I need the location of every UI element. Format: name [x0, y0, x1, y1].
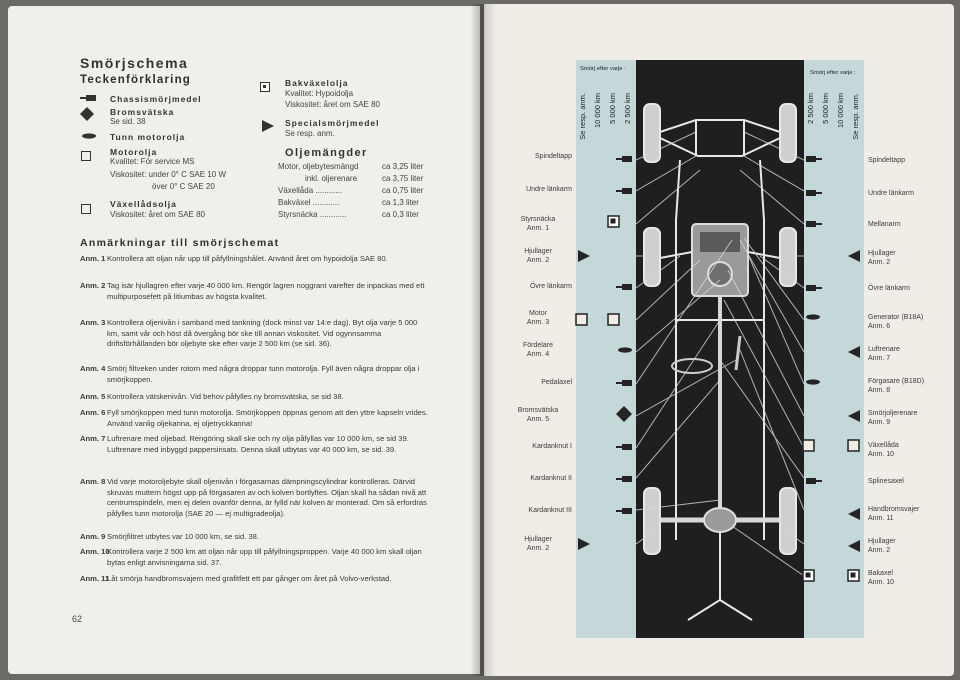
note-key: Anm. 10 [80, 547, 110, 556]
motor-oil-icon [81, 151, 91, 161]
note-text: Vid varje motoroljebyte skall oljenivån i förgasarnas dämpningscylindrar kontrolleras. Därvid skruvas muttern högst upp på förgasaren av och kolven bortlyftes. Oljan skall ha sådan nivå att centrumspindeln, men ej delen ovanför denna, är fylld när kolven är monterad. Om så erfordras påfylles tunn motorolja (SAE 20 — ej multigradeolja). [107, 477, 427, 518]
band-header-right: Smörj efter varje : [810, 70, 856, 76]
note-text: Kontrollera oljenivån i samband med tankning (dock minst var 14:e dag). Byt olja varje 5 000 km, samt vår och höst då övergång bör ske till annan viskositet. Vid ogynnsamma driftsförhållanden bör oljebyte ske efter varje 2 500 km (se sid. 36). [107, 318, 418, 349]
gear-oil-icon [81, 204, 91, 214]
gear-oil-marker [803, 440, 814, 451]
component-label: Kardanknut III [528, 507, 572, 514]
oil-row-label: inkl. oljerenare [305, 174, 358, 183]
note-item [80, 547, 430, 568]
component-label: Hjullager Anm. 2 [868, 538, 896, 554]
oil-row-value: ca 0,75 liter [382, 186, 424, 195]
interval-col-label: 5 000 km [608, 93, 617, 124]
component-label: Splinesaxel [868, 478, 904, 485]
legend-gear-l1: Viskositet: året om SAE 80 [110, 210, 206, 219]
component-label: Kardanknut II [530, 475, 572, 482]
legend-title: Teckenförklaring [80, 74, 192, 86]
special-grease-icon [262, 120, 274, 132]
component-label: Hjullager Anm. 2 [524, 536, 552, 552]
note-item [80, 392, 430, 403]
component-label: Kardanknut I [532, 443, 572, 450]
note-item [80, 574, 430, 585]
interval-col-label: 5 000 km [821, 93, 830, 124]
chassis-marker-tip [816, 287, 822, 289]
note-key: Anm. 9 [80, 532, 106, 541]
special-marker [578, 250, 590, 262]
legend-gear-oil: Växellådsolja [110, 199, 177, 209]
note-text: Tag isär hjullagren efter varje 40 000 km. Rengör lagren noggrant varefter de inpackas med ett multipurposefett på litiumbas av högsta kvalitet. [107, 281, 425, 301]
legend-thin-oil: Tunn motorolja [110, 132, 186, 142]
oil-row-value: ca 3,75 liter [382, 174, 424, 183]
note-item [80, 408, 430, 429]
note-key: Anm. 2 [80, 281, 106, 290]
page-number: 62 [72, 614, 83, 624]
chassis-marker-tip [616, 286, 622, 288]
special-marker [848, 410, 860, 422]
chassis-marker-tip [616, 446, 622, 448]
component-label: Bromsvätska Anm. 5 [517, 407, 559, 423]
component-label: Spindeltapp [535, 153, 572, 160]
brake-fluid-icon [80, 107, 94, 121]
interval-col-label: 2 500 km [623, 93, 632, 124]
chassis-marker [622, 380, 632, 386]
oil-row-value: ca 1,3 liter [382, 198, 419, 207]
component-label: Smörjoljerenare Anm. 9 [868, 410, 918, 426]
interval-col-label: 10 000 km [593, 93, 602, 129]
note-key: Anm. 5 [80, 392, 106, 401]
chassis-marker [806, 285, 816, 291]
special-marker [848, 540, 860, 552]
note-item [80, 281, 430, 302]
note-key: Anm. 8 [80, 477, 106, 486]
component-label: Övre länkarm [868, 285, 911, 292]
component-label: Undre länkarm [526, 186, 572, 193]
chassis-marker-tip [616, 510, 622, 512]
chassis-marker [806, 190, 816, 196]
chassis-marker-tip [816, 223, 822, 225]
note-text: Smörj filtveken under rotorn med några droppar tunn motorolja. Fyll även några droppar olja i smörjkoppen. [107, 364, 420, 384]
note-item [80, 477, 430, 519]
legend-brake: Bromsvätska [110, 107, 175, 117]
chassis-marker [806, 478, 816, 484]
right-marker-column [800, 150, 866, 590]
interval-col-label: Se resp. anm. [578, 93, 587, 140]
note-text: Luftrenare med oljebad. Rengöring skall ske och ny olja påfyllas var 10 000 km, se sid 39. Luftrenare med inbyggd pappersinsats. Denna skall utbytas var 40 000 km, se sid. 39. [107, 434, 409, 454]
special-marker [848, 508, 860, 520]
component-label: Undre länkarm [868, 190, 914, 197]
special-marker [848, 346, 860, 358]
note-item [80, 254, 430, 265]
interval-col-label: 10 000 km [836, 93, 845, 129]
special-marker [578, 538, 590, 550]
legend-rear-l1: Kvalitet: Hypoidolja [285, 89, 354, 98]
chassis-marker [622, 444, 632, 450]
note-key: Anm. 1 [80, 254, 106, 263]
note-text: Fyll smörjkoppen med tunn motorolja. Smörjkoppen öppnas genom att den yttre kapseln vrides. Använd vanlig oljekanna, ej oljetryckkanna! [107, 408, 428, 428]
component-label: Spindeltapp [868, 157, 905, 164]
oil-row-value: ca 0,3 liter [382, 210, 419, 219]
chassis-marker-tip [816, 158, 822, 160]
chassis-marker-tip [616, 190, 622, 192]
chassis-marker [622, 508, 632, 514]
chassis-marker [622, 188, 632, 194]
note-text: Smörjfiltret utbytes var 10 000 km, se sid. 38. [107, 532, 259, 541]
legend-brake-note: Se sid. 38 [110, 117, 146, 126]
chassis-marker [622, 284, 632, 290]
oil-row-label: Styrsnäcka ............ [278, 210, 347, 219]
component-label: Förgasare (B18D) Anm. 8 [868, 378, 925, 394]
note-key: Anm. 4 [80, 364, 106, 373]
component-label: Hjullager Anm. 2 [524, 248, 552, 264]
note-text: Kontrollera vätskenivån. Vid behov påfylles ny bromsvätska, se sid 38. [107, 392, 344, 401]
component-label: Pedalaxel [541, 379, 572, 386]
note-key: Anm. 7 [80, 434, 106, 443]
oil-row-label: Motor, oljebytesmängd [278, 162, 359, 171]
chassis-marker-tip [616, 382, 622, 384]
page-title: Smörjschema [80, 55, 189, 71]
chassis-marker-tip [816, 192, 822, 194]
legend-rear-oil: Bakväxelolja [285, 78, 349, 88]
chassis-marker-tip [816, 480, 822, 482]
component-label: Mellanarm [868, 221, 901, 228]
rear-oil-marker-dot [611, 219, 616, 224]
gear-oil-marker [848, 440, 859, 451]
legend-chassis: Chassismörjmedel [110, 94, 202, 104]
chassis-marker-tip [616, 478, 622, 480]
motor-oil-marker [576, 314, 587, 325]
component-label: Generator (B18A) Anm. 6 [868, 314, 924, 330]
oil-row-label: Bakväxel ............ [278, 198, 340, 207]
special-marker [848, 250, 860, 262]
note-item [80, 318, 430, 350]
band-header-left: Smörj efter varje : [580, 66, 626, 72]
component-label: Fördelare Anm. 4 [523, 342, 553, 358]
legend-special: Specialsmörjmedel [285, 118, 380, 128]
left-marker-column [572, 150, 636, 590]
rear-oil-marker-dot [806, 573, 811, 578]
note-key: Anm. 6 [80, 408, 106, 417]
component-label: Styrsnäcka Anm. 1 [520, 216, 556, 232]
chassis-marker [806, 221, 816, 227]
legend-rear-l2: Viskositet: året om SAE 80 [285, 100, 381, 109]
brake-marker [616, 406, 632, 422]
note-key: Anm. 3 [80, 318, 106, 327]
note-text: Kontrollera att oljan når upp till påfyllningshålet. Använd året om hypoidolja SAE 80. [107, 254, 388, 263]
legend-motor-l1: Kvalitet: För service MS [110, 157, 195, 166]
note-item [80, 434, 430, 455]
thin-oil-icon [80, 133, 96, 139]
oil-row-value: ca 3,25 liter [382, 162, 424, 171]
chassis-marker [622, 156, 632, 162]
interval-col-label: 2 500 km [806, 93, 815, 124]
component-label: Handbromsvajer Anm. 11 [868, 506, 920, 522]
legend-motor-l2: Viskositet: under 0° C SAE 10 W [110, 170, 226, 179]
book-gutter [470, 4, 496, 676]
note-item [80, 364, 430, 385]
note-item [80, 532, 430, 543]
legend-special-l1: Se resp. anm. [285, 129, 335, 138]
component-label: Hjullager Anm. 2 [868, 250, 896, 266]
rear-axle-oil-icon [260, 82, 270, 92]
oil-row-label: Växellåda ............ [278, 186, 343, 195]
oil-quantities-title: Oljemängder [285, 147, 368, 159]
component-label: Motor Anm. 3 [526, 310, 550, 326]
note-text: Kontrollera varje 2 500 km att oljan når upp till påfyllningsproppen. Varje 40 000 km skall oljan bytas enligt anvisningarna sid. 37. [107, 547, 422, 567]
chassis-grease-icon [80, 94, 96, 102]
note-key: Anm. 11 [80, 574, 110, 583]
component-label: Luftrenare Anm. 7 [868, 346, 900, 362]
legend-motor-oil: Motorolja [110, 147, 158, 157]
chassis-diagram [636, 60, 804, 638]
note-text: Låt smörja handbromsvajern med grafitfett ett par gånger om året på Volvo-verkstad. [107, 574, 392, 583]
component-label: Övre länkarm [529, 283, 572, 290]
chassis-marker-tip [616, 158, 622, 160]
thin-oil-marker [806, 314, 820, 319]
chassis-marker [806, 156, 816, 162]
notes-title: Anmärkningar till smörjschemat [80, 237, 280, 249]
component-label: Bakaxel Anm. 10 [868, 570, 895, 586]
rear-oil-marker-dot [851, 573, 856, 578]
motor-oil-marker [608, 314, 619, 325]
legend-motor-l3: över 0° C SAE 20 [152, 182, 215, 191]
chassis-marker [622, 476, 632, 482]
interval-col-label: Se resp. anm. [851, 93, 860, 140]
thin-oil-marker [806, 379, 820, 384]
thin-oil-marker [618, 347, 632, 352]
component-label: Växellåda Anm. 10 [868, 442, 899, 458]
